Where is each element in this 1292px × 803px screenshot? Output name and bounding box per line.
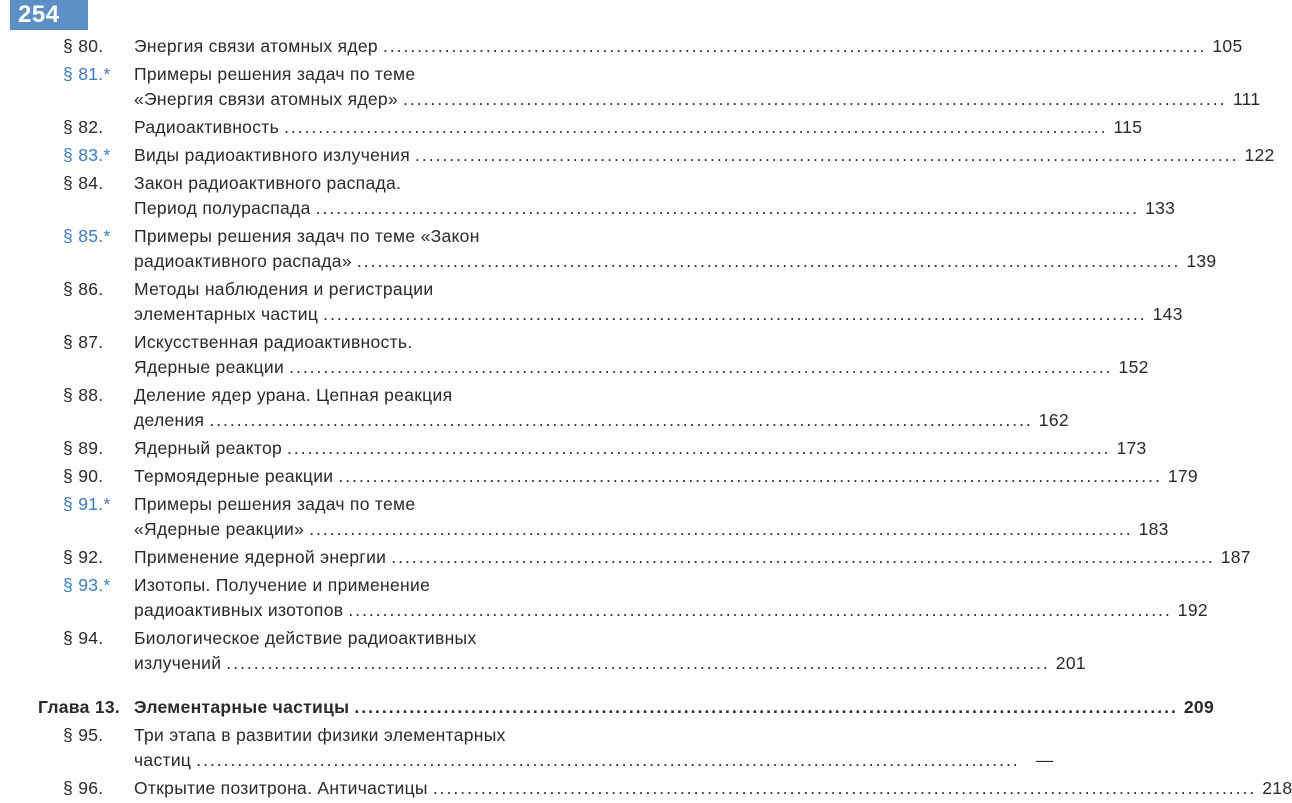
- entry-title-line: [134, 436, 1147, 461]
- entry-title-line: [134, 115, 1143, 140]
- entry-title-line: [134, 723, 588, 748]
- entry-title: [134, 224, 1217, 274]
- entry-title: [134, 115, 1143, 140]
- entry-title-line: [134, 464, 1198, 489]
- entry-title-line: [134, 34, 1243, 59]
- toc-entry: [0, 62, 1261, 112]
- page-ref: —: [1035, 750, 1054, 770]
- entry-title: [134, 330, 1149, 380]
- page-ref: 143: [1152, 304, 1183, 324]
- dot-leader: ........................................................................................................................: [356, 251, 1181, 271]
- entry-title-line: [134, 277, 588, 302]
- entry-title-line: [134, 302, 1183, 327]
- title-text: Термоядерные реакции: [134, 466, 334, 486]
- title-text: Применение ядерной энергии: [134, 547, 387, 567]
- dot-leader: ........................................................................................................................: [226, 653, 1050, 673]
- title-text: Биологическое действие радиоактивных: [134, 628, 477, 648]
- entry-title: [134, 171, 1176, 221]
- entry-title-line: [134, 171, 588, 196]
- entry-title-line: [134, 87, 1261, 112]
- toc-entry: [0, 492, 1169, 542]
- title-text: Примеры решения задач по теме «Закон: [134, 226, 480, 246]
- dot-leader: ........................................................................................................................: [209, 410, 1033, 430]
- entry-title-line: [134, 776, 1292, 801]
- entry-title-line: [134, 492, 588, 517]
- page-ref: 201: [1055, 653, 1086, 673]
- dot-leader: ........................................................................................................................: [432, 778, 1257, 798]
- entry-title-line: [134, 330, 588, 355]
- entry-title-line: [134, 573, 588, 598]
- toc-entry: [0, 115, 1143, 140]
- title-text: элементарных частиц: [134, 304, 319, 324]
- title-text: Примеры решения задач по теме: [134, 494, 416, 514]
- entry-title-line: [134, 355, 1149, 380]
- toc-entry: [0, 224, 1217, 274]
- entry-title-line: [134, 408, 1069, 433]
- page-ref: 152: [1118, 357, 1149, 377]
- dot-leader: ........................................................................................................................: [403, 89, 1227, 109]
- entry-title: [134, 545, 1251, 570]
- page-ref: 187: [1220, 547, 1251, 567]
- title-text: Закон радиоактивного распада.: [134, 173, 402, 193]
- section-number: § 81.*: [63, 64, 111, 84]
- page-ref: 133: [1145, 198, 1176, 218]
- title-text: радиоактивных изотопов: [134, 600, 344, 620]
- title-text: Энергия связи атомных ядер: [134, 36, 378, 56]
- section-number: § 87.: [63, 332, 104, 352]
- entry-title: [134, 34, 1243, 59]
- title-text: Искусственная радиоактивность.: [134, 332, 413, 352]
- title-text: Методы наблюдения и регистрации: [134, 279, 434, 299]
- toc-entry: [0, 34, 1243, 59]
- toc-entry: [0, 626, 1086, 676]
- section-number: § 84.: [63, 173, 104, 193]
- entry-title: [134, 573, 1208, 623]
- title-text: Радиоактивность: [134, 117, 279, 137]
- entry-title: [134, 776, 1292, 801]
- entry-title: [134, 143, 1275, 168]
- title-text: Период полураспада: [134, 198, 311, 218]
- entry-title-line: [134, 598, 1208, 623]
- section-number: § 86.: [63, 279, 104, 299]
- title-text: радиоактивного распада»: [134, 251, 352, 271]
- section-number: § 94.: [63, 628, 104, 648]
- toc-entry: [0, 723, 1054, 773]
- title-text: Виды радиоактивного излучения: [134, 145, 410, 165]
- toc-entry: [0, 776, 1292, 801]
- toc-entry: [0, 545, 1251, 570]
- title-text: Элементарные частицы: [134, 697, 350, 717]
- entry-title-line: [134, 695, 1214, 720]
- page-ref: 183: [1138, 519, 1169, 539]
- table-of-contents: [0, 34, 1292, 801]
- page-ref: 111: [1232, 89, 1261, 109]
- entry-title-line: [134, 196, 1176, 221]
- title-text: деления: [134, 410, 205, 430]
- section-number: § 90.: [63, 466, 104, 486]
- page-number-badge: 254: [10, 0, 88, 30]
- page-ref: 162: [1038, 410, 1069, 430]
- title-text: «Ядерные реакции»: [134, 519, 305, 539]
- entry-title: [134, 626, 1086, 676]
- section-number: § 91.*: [63, 494, 111, 514]
- entry-title-line: [134, 62, 588, 87]
- dot-leader: ........................................................................................................................: [348, 600, 1172, 620]
- dot-leader: ........................................................................................................................: [284, 117, 1108, 137]
- toc-entry: [0, 383, 1069, 433]
- toc-entry: [0, 143, 1275, 168]
- section-number: § 85.*: [63, 226, 111, 246]
- page-ref: 192: [1177, 600, 1208, 620]
- dot-leader: ........................................................................................................................: [391, 547, 1215, 567]
- page-ref: 122: [1244, 145, 1275, 165]
- page-ref: 218: [1262, 778, 1292, 798]
- page-ref: 179: [1167, 466, 1198, 486]
- entry-title: [134, 62, 1261, 112]
- title-text: частиц: [134, 750, 192, 770]
- section-number: § 82.: [63, 117, 104, 137]
- section-number: § 93.*: [63, 575, 111, 595]
- entry-title-line: [134, 383, 588, 408]
- section-number: § 83.*: [63, 145, 111, 165]
- title-text: «Энергия связи атомных ядер»: [134, 89, 398, 109]
- toc-entry: [0, 330, 1149, 380]
- entry-title: [134, 383, 1069, 433]
- page-ref: 173: [1116, 438, 1147, 458]
- title-text: Ядерные реакции: [134, 357, 285, 377]
- entry-title-line: [134, 626, 588, 651]
- dot-leader: ........................................................................................................................: [382, 36, 1207, 56]
- page-ref: 115: [1113, 117, 1143, 137]
- page-ref: 139: [1186, 251, 1217, 271]
- dot-leader: ........................................................................................................................: [287, 438, 1111, 458]
- toc-entry: [0, 171, 1176, 221]
- entry-title: [134, 723, 1054, 773]
- title-text: Деление ядер урана. Цепная реакция: [134, 385, 453, 405]
- entry-title: [134, 695, 1214, 720]
- entry-title: [134, 492, 1169, 542]
- dot-leader: ........................................................................................................................: [338, 466, 1162, 486]
- dot-leader: ........................................................................................................................: [354, 697, 1178, 717]
- entry-title-line: [134, 748, 1054, 773]
- toc-entry: [0, 436, 1147, 461]
- entry-title: [134, 277, 1183, 327]
- title-text: Изотопы. Получение и применение: [134, 575, 431, 595]
- entry-title-line: [134, 224, 588, 249]
- dot-leader: ........................................................................................................................: [196, 750, 1020, 770]
- entry-title-line: [134, 143, 1275, 168]
- entry-title-line: [134, 249, 1217, 274]
- dot-leader: ........................................................................................................................: [414, 145, 1239, 165]
- section-number: § 89.: [63, 438, 104, 458]
- toc-entry: [0, 573, 1208, 623]
- title-text: Открытие позитрона. Античастицы: [134, 778, 428, 798]
- section-number: § 80.: [63, 36, 104, 56]
- entry-title: [134, 464, 1198, 489]
- entry-title-line: [134, 517, 1169, 542]
- title-text: Три этапа в развитии физики элементарных: [134, 725, 506, 745]
- chapter-number: Глава 13.: [38, 697, 121, 717]
- toc-entry: [0, 464, 1198, 489]
- dot-leader: ........................................................................................................................: [323, 304, 1147, 324]
- title-text: Примеры решения задач по теме: [134, 64, 416, 84]
- entry-title-line: [134, 545, 1251, 570]
- section-number: § 96.: [63, 778, 104, 798]
- section-number: § 95.: [63, 725, 104, 745]
- title-text: излучений: [134, 653, 222, 673]
- entry-title-line: [134, 651, 1086, 676]
- dot-leader: ........................................................................................................................: [315, 198, 1140, 218]
- entry-title: [134, 436, 1147, 461]
- page-ref: 209: [1183, 697, 1214, 717]
- section-number: § 88.: [63, 385, 104, 405]
- toc-entry: [0, 277, 1183, 327]
- title-text: Ядерный реактор: [134, 438, 283, 458]
- dot-leader: ........................................................................................................................: [309, 519, 1133, 539]
- toc-chapter: [0, 695, 1214, 720]
- page-ref: 105: [1212, 36, 1243, 56]
- dot-leader: ........................................................................................................................: [289, 357, 1113, 377]
- section-number: § 92.: [63, 547, 104, 567]
